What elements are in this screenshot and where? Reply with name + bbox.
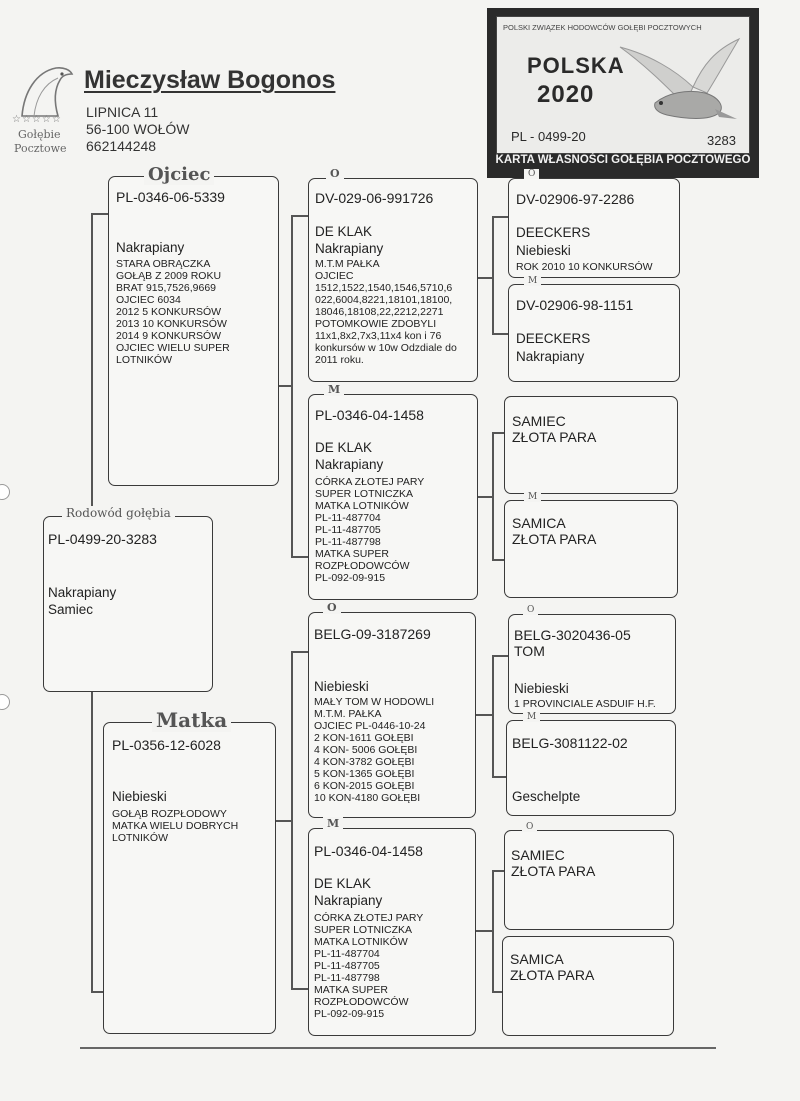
ggp5-note: 1 PROVINCIALE ASDUIF H.F. [514,698,656,710]
grandsire-maternal-note: 2 KON-1611 GOŁĘBI [314,732,414,744]
connector-line [476,714,492,716]
grandsire-paternal-note: 2011 roku. [315,354,364,366]
granddam-maternal-note: SUPER LOTNICZKA [314,924,413,936]
granddam-maternal-ring: PL-0346-04-1458 [314,843,423,859]
sire-note: BRAT 915,7526,9669 [116,282,217,294]
sire-note: OJCIEC WIELU SUPER [116,342,230,354]
great-grandparent-box-8 [502,936,674,1036]
granddam-paternal-name: DE KLAK [315,440,373,455]
great-grandparent-box-6 [506,720,676,816]
bottom-rule [80,1047,716,1049]
grandsire-maternal-note: 4 KON-3782 GOŁĘBI [314,756,415,768]
great-grandparent-box-7 [504,830,674,930]
subject-box [43,516,213,692]
granddam-paternal-note: SUPER LOTNICZKA [315,488,414,500]
ggp6-color: Geschelpte [512,789,581,804]
grandsire-maternal-note: M.T.M. PAŁKA [314,708,382,720]
connector-line [492,432,494,560]
sire-note: LOTNIKÓW [116,354,173,366]
connector-line [91,692,93,992]
granddam-maternal-box [308,828,476,1036]
connector-line [291,651,308,653]
sire-note: OJCIEC 6034 [116,294,181,306]
grandsire-maternal-ring: BELG-09-3187269 [314,626,431,642]
connector-line [492,655,508,657]
granddam-maternal-note: PL-11-487704 [314,948,380,960]
dam-ring: PL-0356-12-6028 [112,737,221,753]
logo [8,62,78,154]
grandsire-paternal-note: 022,6004,8221,18101,18100, [315,294,453,306]
connector-line [478,496,492,498]
grandsire-paternal-box [308,178,478,382]
great-grandparent-box-2 [508,284,680,382]
connector-line [476,930,492,932]
ggp5-name: TOM [514,643,545,659]
grandsire-paternal-ring: DV-029-06-991726 [315,190,434,206]
ggp8-line2: ZŁOTA PARA [510,967,595,983]
grandsire-paternal-color: Nakrapiany [315,241,384,256]
sire-note: 2013 10 KONKURSÓW [116,318,227,330]
grandsire-maternal-color: Niebieski [314,679,369,694]
dam-color: Niebieski [112,789,167,804]
card-year: 2020 [537,81,595,108]
subject-color: Nakrapiany [48,585,117,600]
address-line1: LIPNICA 11 [86,104,159,120]
connector-line [291,651,293,989]
dam-note: LOTNIKÓW [112,832,169,844]
sex-tag: O [523,605,538,615]
ggp1-ring: DV-02906-97-2286 [516,191,635,207]
connector-line [291,215,293,557]
sex-tag: M [323,817,343,830]
granddam-paternal-note: PL-092-09-915 [315,572,386,584]
ggp5-ring: BELG-3020436-05 [514,627,631,643]
grandsire-maternal-note: MAŁY TOM W HODOWLI [314,696,435,708]
connector-line [291,988,308,990]
granddam-maternal-note: CÓRKA ZŁOTEJ PARY [314,912,424,924]
connector-line [492,655,494,777]
flying-pigeon-icon [615,35,745,135]
card-ring-left: PL - 0499-20 [511,129,586,144]
address-line2: 56-100 WOŁÓW [86,121,190,137]
granddam-maternal-note: MATKA SUPER [314,984,388,996]
ggp2-ring: DV-02906-98-1151 [516,297,634,313]
sire-note: 2012 5 KONKURSÓW [116,306,222,318]
grandsire-maternal-note: 5 KON-1365 GOŁĘBI [314,768,415,780]
ggp3-line2: ZŁOTA PARA [512,429,597,445]
grandsire-maternal-note: 6 KON-2015 GOŁĘBI [314,780,415,792]
sex-tag: O [522,822,537,832]
punch-hole [0,484,10,500]
granddam-paternal-note: MATKA LOTNIKÓW [315,500,409,512]
dam-note: MATKA WIELU DOBRYCH [112,820,239,832]
granddam-paternal-note: CÓRKA ZŁOTEJ PARY [315,476,425,488]
grandsire-maternal-note: OJCIEC PL-0446-10-24 [314,720,426,732]
sex-tag: M [324,383,344,396]
sire-note: 2014 9 KONKURSÓW [116,330,222,342]
owner-name: Mieczysław Bogonos [84,66,336,94]
grandsire-paternal-note: POTOMKOWIE ZDOBYLI [315,318,437,330]
sex-tag: M [524,276,541,286]
subject-sex: Samiec [48,602,94,617]
grandsire-maternal-box [308,612,476,818]
dam-label: Matka [152,708,231,732]
ownership-card-inner [496,16,750,154]
great-grandparent-box-5 [508,614,676,714]
great-grandparent-box-3 [504,396,678,494]
sex-tag: O [323,601,341,614]
connector-line [291,556,308,558]
connector-line [492,870,494,992]
grandsire-maternal-note: 4 KON- 5006 GOŁĘBI [314,744,418,756]
sex-tag: M [523,712,540,722]
card-union-name: POLSKI ZWIĄZEK HODOWCÓW GOŁĘBI POCZTOWYCH [503,23,702,32]
great-grandparent-box-4 [504,500,678,598]
grandsire-paternal-note: 11x1,8x2,7x3,11x4 kon i 76 [315,330,442,342]
ggp7-line2: ZŁOTA PARA [511,863,596,879]
logo-text-line1: Gołębie [18,128,61,141]
granddam-maternal-color: Nakrapiany [314,893,383,908]
punch-hole [0,694,10,710]
granddam-paternal-note: MATKA SUPER [315,548,389,560]
sire-box [108,176,279,486]
sire-label: Ojciec [144,164,214,185]
ownership-card [487,8,759,178]
sex-tag: O [524,169,539,179]
sire-ring: PL-0346-06-5339 [116,189,225,205]
sex-tag: M [524,492,541,502]
granddam-paternal-note: ROZPŁODOWCÓW [315,560,410,572]
ggp6-ring: BELG-3081122-02 [512,735,628,751]
grandsire-paternal-note: 18046,18108,22,2212,2271 [315,306,444,318]
grandsire-paternal-note: OJCIEC [315,270,354,282]
sex-tag: O [326,167,344,180]
card-footer: KARTA WŁASNOŚCI GOŁĘBIA POCZTOWEGO [495,154,751,166]
ggp4-line1: SAMICA [512,515,566,531]
dam-box [103,722,276,1034]
connector-line [91,213,93,513]
subject-label: Rodowód gołębia [62,506,175,520]
granddam-maternal-note: PL-092-09-915 [314,1008,385,1020]
grandsire-maternal-note: 10 KON-4180 GOŁĘBI [314,792,421,804]
grandsire-paternal-note: 1512,1522,1540,1546,5710,6 [315,282,453,294]
subject-ring: PL-0499-20-3283 [48,531,157,547]
dam-note: GOŁĄB ROZPŁODOWY [112,808,227,820]
connector-line [291,215,308,217]
ggp1-name: DEECKERS [516,225,591,240]
connector-line [91,991,103,993]
ggp5-color: Niebieski [514,681,569,696]
granddam-maternal-note: MATKA LOTNIKÓW [314,936,408,948]
ggp7-line1: SAMIEC [511,847,565,863]
connector-line [492,333,508,335]
ggp3-line1: SAMIEC [512,413,566,429]
granddam-paternal-note: PL-11-487705 [315,524,381,536]
ggp2-color: Nakrapiany [516,349,585,364]
grandsire-paternal-note: M.T.M PAŁKA [315,258,380,270]
grandsire-paternal-name: DE KLAK [315,224,373,239]
card-ring-right: 3283 [707,133,736,148]
sire-note: GOŁĄB Z 2009 ROKU [116,270,222,282]
connector-line [478,277,492,279]
pigeon-head-logo-icon [14,62,76,118]
granddam-paternal-ring: PL-0346-04-1458 [315,407,424,423]
ggp2-name: DEECKERS [516,331,591,346]
phone-number: 662144248 [86,138,157,154]
connector-line [279,385,291,387]
ggp4-line2: ZŁOTA PARA [512,531,597,547]
granddam-maternal-name: DE KLAK [314,876,372,891]
connector-line [276,820,291,822]
granddam-paternal-box [308,394,478,600]
ggp1-color: Niebieski [516,243,571,258]
grandsire-paternal-note: konkursów w 10w Odzdiale do [315,342,457,354]
granddam-maternal-note: PL-11-487798 [314,972,380,984]
logo-text-line2: Pocztowe [14,142,67,155]
card-country: POLSKA [527,53,625,78]
great-grandparent-box-1 [508,178,680,278]
connector-line [492,216,494,334]
granddam-paternal-color: Nakrapiany [315,457,384,472]
connector-line [492,216,508,218]
ggp8-line1: SAMICA [510,951,564,967]
granddam-paternal-note: PL-11-487798 [315,536,381,548]
ggp1-note: ROK 2010 10 KONKURSÓW [516,261,653,273]
granddam-maternal-note: PL-11-487705 [314,960,380,972]
connector-line [91,213,109,215]
sire-note: STARA OBRĄCZKA [116,258,211,270]
sire-color: Nakrapiany [116,240,185,255]
granddam-paternal-note: PL-11-487704 [315,512,381,524]
logo-stars: ☆☆☆☆☆ [12,114,62,125]
granddam-maternal-note: ROZPŁODOWCÓW [314,996,409,1008]
